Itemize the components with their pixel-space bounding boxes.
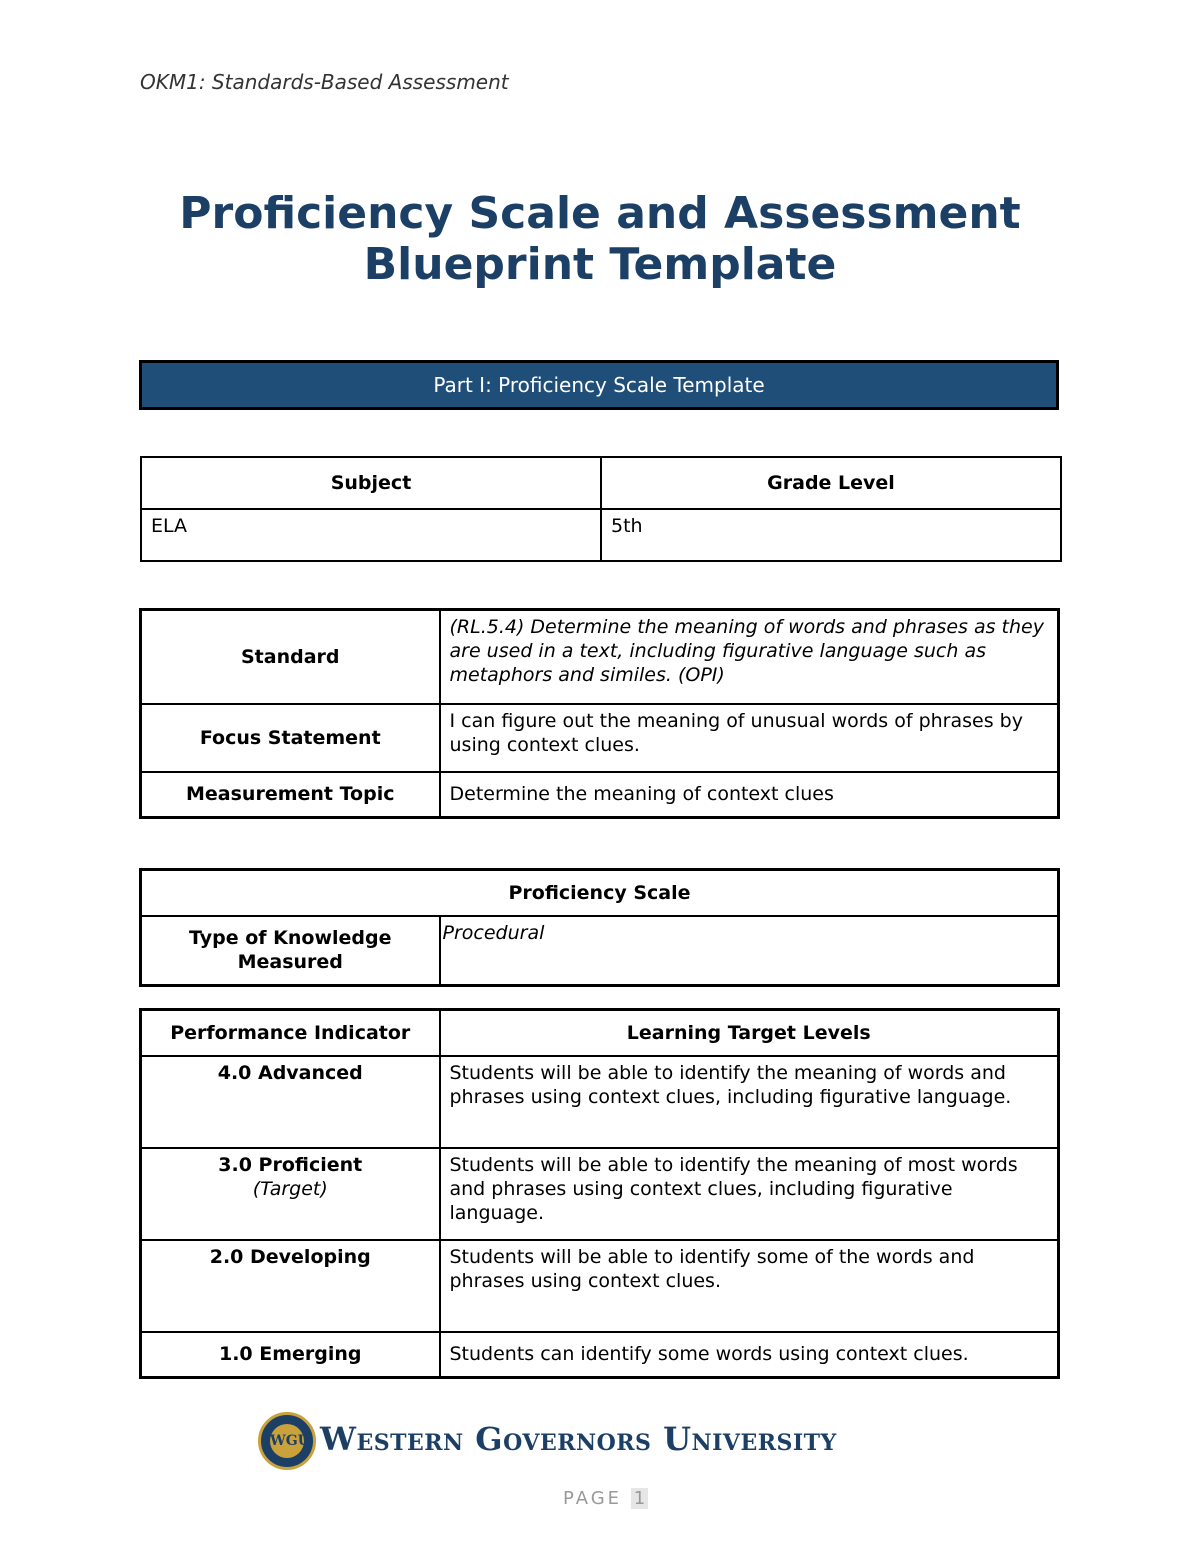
proficiency-scale-table [139, 868, 1060, 987]
document-header: OKM1: Standards-Based Assessment [140, 70, 509, 94]
performance-levels-table [139, 1008, 1060, 1379]
standard-table [139, 608, 1060, 819]
indicator-cell [141, 1240, 440, 1332]
target-cell: Students can identify some words using context clues. [440, 1332, 1059, 1378]
type-of-knowledge-label: Type of Knowledge Measured [141, 916, 440, 986]
learning-target-levels-header: Learning Target Levels [440, 1010, 1059, 1056]
page-title-line-1: Proficiency Scale and Assessment [179, 188, 1021, 239]
subject-grade-table [140, 456, 1062, 562]
proficiency-scale-title: Proficiency Scale [141, 870, 1059, 916]
subject-value: ELA [141, 509, 601, 561]
subject-header: Subject [141, 457, 601, 509]
page-number-value: 1 [631, 1488, 648, 1509]
grade-level-header: Grade Level [601, 457, 1061, 509]
target-cell: Students will be able to identify some of the words and phrases using context clues. [440, 1240, 1059, 1332]
standard-label: Standard [141, 610, 440, 704]
page-number [563, 1488, 648, 1509]
page-title-line-2: Blueprint Template [363, 239, 837, 290]
target-cell: Students will be able to identify the meaning of words and phrases using context clues, including figurative language. [440, 1056, 1059, 1148]
measurement-topic-label: Measurement Topic [141, 772, 440, 818]
wgu-seal-monogram: WGU [270, 1424, 304, 1458]
measurement-topic-value: Determine the meaning of context clues [440, 772, 1059, 818]
target-cell: Students will be able to identify the meaning of most words and phrases using context clues, including figurative language. [440, 1148, 1059, 1240]
indicator-note: (Target) [252, 1177, 328, 1200]
indicator-label: 2.0 Developing [209, 1245, 371, 1268]
performance-indicator-header: Performance Indicator [141, 1010, 440, 1056]
indicator-cell [141, 1148, 440, 1240]
part-1-banner: Part I: Proficiency Scale Template [139, 360, 1059, 410]
table-row [141, 1240, 1059, 1332]
table-row [141, 1056, 1059, 1148]
page-label: PAGE [563, 1488, 623, 1509]
wgu-wordmark: Western Governors University [320, 1420, 837, 1458]
wgu-seal-icon [258, 1412, 316, 1470]
indicator-cell [141, 1332, 440, 1378]
grade-level-value: 5th [601, 509, 1061, 561]
page-title [100, 188, 1100, 290]
table-row [141, 1148, 1059, 1240]
standard-value: (RL.5.4) Determine the meaning of words and phrases as they are used in a text, including figurative language such as metaphors and similes. (OPI) [440, 610, 1059, 704]
table-row [141, 1332, 1059, 1378]
indicator-label: 1.0 Emerging [218, 1343, 362, 1366]
indicator-label: 4.0 Advanced [217, 1061, 363, 1084]
indicator-cell [141, 1056, 440, 1148]
type-of-knowledge-value: Procedural [440, 916, 1059, 986]
focus-statement-value: I can figure out the meaning of unusual words of phrases by using context clues. [440, 704, 1059, 772]
indicator-label: 3.0 Proficient [218, 1153, 363, 1176]
focus-statement-label: Focus Statement [141, 704, 440, 772]
